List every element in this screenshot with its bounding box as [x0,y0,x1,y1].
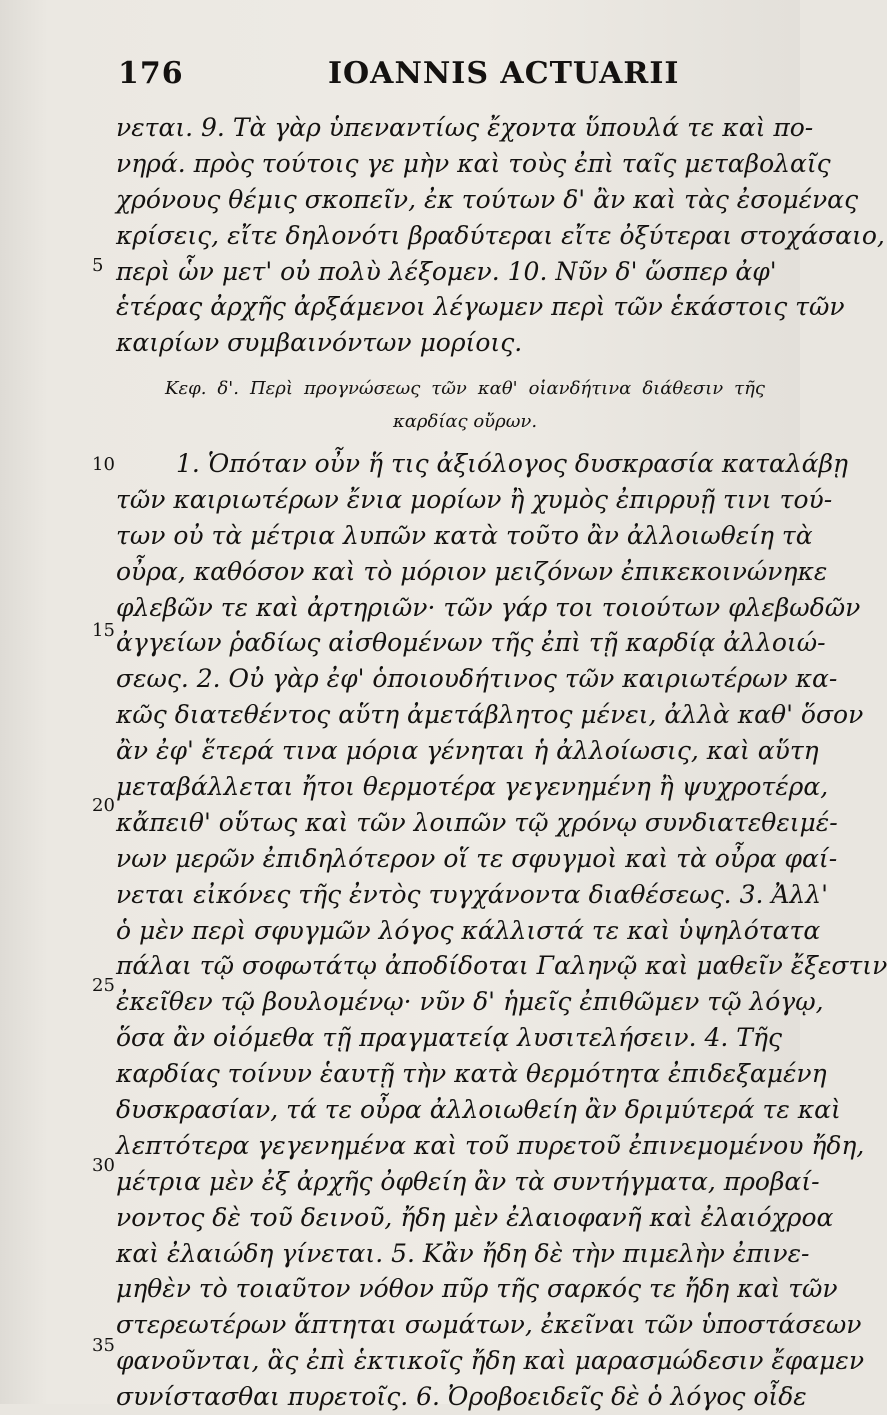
line-number: 5 [92,255,104,276]
text-line: λεπτότερα γεγενημένα καὶ τοῦ πυρετοῦ ἐπινεμομένου ἤδη, [116,1130,865,1160]
text-line: ἐκεῖθεν τῷ βουλομένῳ· νῦν δ' ἡμεῖς ἐπιθῶμεν τῷ λόγῳ, [116,987,824,1017]
text-line: νηρά. πρὸς τούτοις γε μὴν καὶ τοὺς ἐπὶ ταῖς μεταβολαῖς [116,148,831,178]
chapter-text [116,446,887,1415]
page-number: 176 [118,56,184,91]
line-number: 30 [92,1155,115,1176]
text-line: περὶ ὧν μετ' οὐ πολὺ λέξομεν. 10. Νῦν δ' ὥσπερ ἀφ' [116,256,777,286]
text-line: κρίσεις, εἴτε δηλονότι βραδύτεραι εἴτε ὀξύτεραι στοχάσαιο, [116,220,885,250]
text-line: μηθὲν τὸ τοιαῦτον νόθον πῦρ τῆς σαρκός τε ἤδη καὶ τῶν [116,1274,838,1304]
text-line: μέτρια μὲν ἐξ ἀρχῆς ὀφθείη ἂν τὰ συντήγματα, προβαί- [116,1166,820,1196]
text-line: συνίστασθαι πυρετοῖς. 6. Ὀροβοειδεῖς δὲ ὁ λόγος οἶδε [116,1382,807,1412]
text-line: νων μερῶν ἐπιδηλότερον οἵ τε σφυγμοὶ καὶ τὰ οὖρα φαί- [116,843,838,873]
text-line: σεως. 2. Οὐ γὰρ ἐφ' ὁποιουδήτινος τῶν καιριωτέρων κα- [116,664,838,694]
text-line: ὁ μὲν περὶ σφυγμῶν λόγος κάλλιστά τε καὶ ὑψηλότατα [116,915,821,945]
text-line: ἂν ἐφ' ἕτερά τινα μόρια γένηται ἡ ἀλλοίωσις, καὶ αὕτη [116,736,819,766]
text-line: καὶ ἐλαιώδη γίνεται. 5. Κἂν ἤδη δὲ τὴν πιμελὴν ἐπινε- [116,1238,810,1268]
text-line: ὅσα ἂν οἰόμεθα τῇ πραγματείᾳ λυσιτελήσειν. 4. Τῆς [116,1023,782,1053]
line-number: 20 [92,795,115,816]
text-line: οὖρα, καθόσον καὶ τὸ μόριον μειζόνων ἐπικεκοινώνηκε [116,556,828,586]
text-line: νοντος δὲ τοῦ δεινοῦ, ἤδη μὲν ἐλαιοφανῆ καὶ ἐλαιόχροα [116,1202,834,1232]
text-line: καιρίων συμβαινόντων μορίοις. [116,328,523,358]
text-line: πάλαι τῷ σοφωτάτῳ ἀποδίδοται Γαληνῷ καὶ μαθεῖν ἔξεστιν [116,951,887,981]
text-line: χρόνους θέμις σκοπεῖν, ἐκ τούτων δ' ἂν καὶ τὰς ἐσομένας [116,184,859,214]
text-line: δυσκρασίαν, τά τε οὖρα ἀλλοιωθείη ἂν δριμύτερά τε καὶ [116,1095,841,1125]
line-number: 15 [92,620,115,641]
text-line: καρδίας τοίνυν ἑαυτῇ τὴν κατὰ θερμότητα ἐπιδεξαμένη [116,1059,827,1089]
chapter-heading-line: Κεφ. δ'. Περὶ προγνώσεως τῶν καθ' οἱανδήτινα διάθεσιν τῆς [165,378,765,399]
text-line: στερεωτέρων ἅπτηται σωμάτων, ἐκεῖναι τῶν ὑποστάσεων [116,1310,862,1340]
line-number: 10 [92,454,115,475]
running-title: IOANNIS ACTUARII [328,56,680,91]
chapter-heading-line: καρδίας οὔρων. [392,411,538,432]
text-line: φλεβῶν τε καὶ ἀρτηριῶν· τῶν γάρ τοι τοιούτων φλεβωδῶν [116,592,861,622]
text-line: κἄπειθ' οὕτως καὶ τῶν λοιπῶν τῷ χρόνῳ συνδιατεθειμέ- [116,807,838,837]
line-number: 25 [92,975,115,996]
text-line: ἑτέρας ἀρχῆς ἀρξάμενοι λέγωμεν περὶ τῶν ἑκάστοις τῶν [116,292,845,322]
text-line: νεται. 9. Τὰ γὰρ ὑπεναντίως ἔχοντα ὕπουλά τε καὶ πο- [116,113,814,142]
text-line: μεταβάλλεται ἤτοι θερμοτέρα γεγενημένη ἢ ψυχροτέρα, [116,772,829,802]
text-line: τῶν καιριωτέρων ἔνια μορίων ἢ χυμὸς ἐπιρρυῇ τινι τού- [116,484,833,514]
text-line: ἀγγείων ῥαδίως αἰσθομένων τῆς ἐπὶ τῇ καρδίᾳ ἀλλοιώ- [116,628,826,658]
text-line: των οὐ τὰ μέτρια λυπῶν κατὰ τοῦτο ἂν ἀλλοιωθείη τὰ [116,520,813,550]
text-line: κῶς διατεθέντος αὕτη ἀμετάβλητος μένει, ἀλλὰ καθ' ὅσον [116,700,864,730]
text-line: 1. Ὁπόταν οὖν ἥ τις ἀξιόλογος δυσκρασία καταλάβῃ [176,449,848,478]
text-line: νεται εἰκόνες τῆς ἐντὸς τυγχάνοντα διαθέσεως. 3. Ἀλλ' [116,879,828,909]
chapter-heading [165,372,765,438]
text-line: φανοῦνται, ἃς ἐπὶ ἑκτικοῖς ἤδη καὶ μαρασμώδεσιν ἔφαμεν [116,1346,865,1376]
opening-paragraph [116,110,885,361]
line-number: 35 [92,1335,115,1356]
